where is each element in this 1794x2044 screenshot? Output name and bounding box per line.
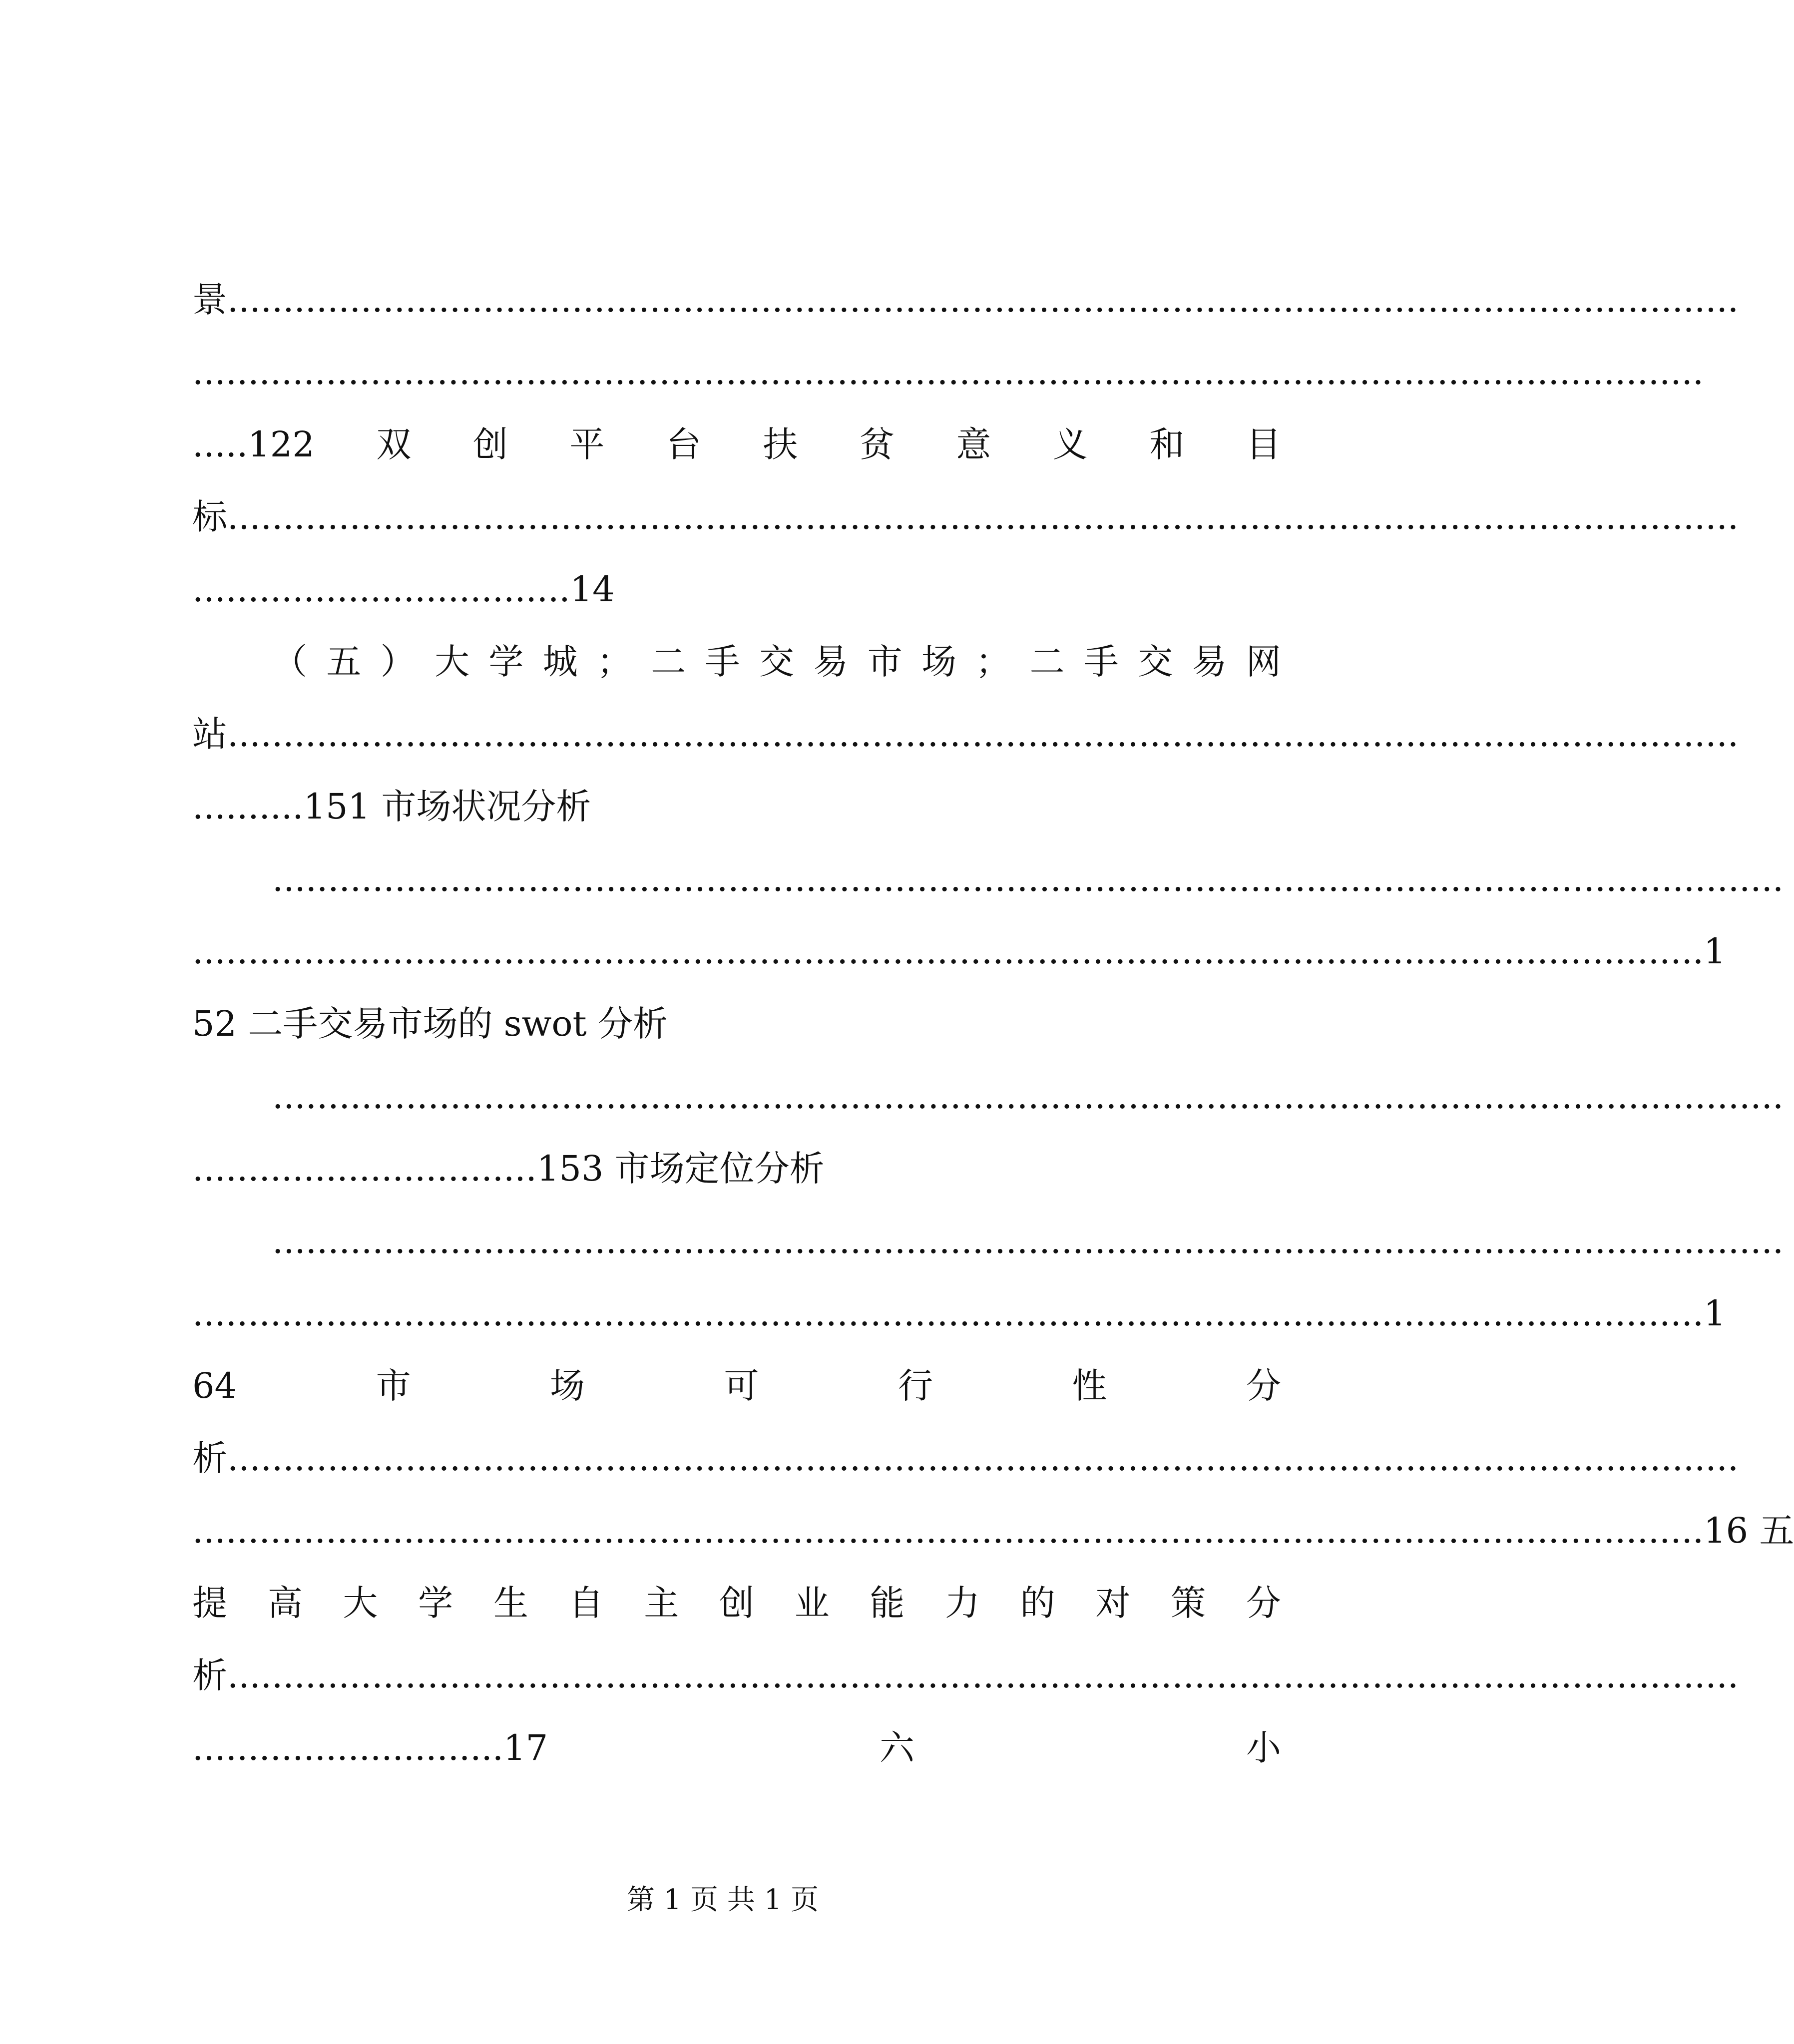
toc-lead: 站 [192,714,227,755]
toc-text: ； [975,641,1011,682]
toc-line [272,851,1784,906]
leader-dots: ........................................................................................................................................ [227,1655,1739,1696]
toc-text: 自 [568,1583,604,1624]
toc-text: ...............................153 市场定位分析 [192,1148,825,1189]
toc-line [192,924,1726,979]
toc-line [192,779,1281,834]
toc-text: 的 [1020,1583,1055,1624]
toc-text: ............................17 [192,1727,548,1768]
toc-text: 创 [472,424,508,465]
toc-text: 市 [376,1365,411,1406]
leader-dots: ........................................................................................................................................ [272,858,1784,899]
toc-text: 二 [651,641,686,682]
toc-lead: 标 [192,496,227,537]
toc-line [192,1720,1281,1775]
leader-dots: ........................................................................................................................................ [272,1221,1784,1261]
toc-text: 双 [376,424,412,465]
toc-text: 交 [1138,641,1173,682]
toc-text: 分 [1246,1583,1281,1624]
toc-text: 扶 [763,424,798,465]
toc-text: 大 [434,641,469,682]
toc-text: 分 [1246,1365,1281,1406]
toc-text: 主 [644,1583,679,1624]
toc-text: 力 [945,1583,980,1624]
toc-text: 场 [550,1365,585,1406]
toc-text: 五 [326,641,362,682]
toc-lead: 析 [192,1438,227,1479]
toc-text: 贫 [859,424,895,465]
toc-text: 提 [192,1583,227,1624]
toc-text: 二 [1029,641,1065,682]
toc-text: 市 [867,641,902,682]
toc-text: 易 [1192,641,1227,682]
toc-line [192,996,1281,1051]
toc-text: 创 [719,1583,754,1624]
toc-text: 可 [724,1365,759,1406]
toc-text: 台 [666,424,701,465]
toc-line [272,1069,1784,1124]
toc-text: 高 [267,1583,303,1624]
toc-text: 手 [1083,641,1119,682]
toc-page-number: 1 [1704,931,1726,972]
page-footer [0,1878,1445,1923]
toc-text: 业 [794,1583,830,1624]
leader-dots: ........................................................................................................................................ [192,352,1704,393]
toc-text: 手 [705,641,740,682]
toc-text: 小 [1246,1727,1281,1768]
toc-text: 行 [898,1365,933,1406]
toc-text: 城 [542,641,578,682]
toc-text: 义 [1052,424,1088,465]
toc-text: 和 [1149,424,1185,465]
toc-text: 目 [1246,424,1281,465]
leader-dots: ........................................................................................................................................ [227,714,1739,755]
toc-page-number: 1 [1704,1293,1726,1334]
leader-dots: .................................. [192,569,570,610]
toc-text: （ [272,641,307,682]
toc-text: 64 [192,1365,237,1406]
toc-line [192,345,1704,400]
toc-text: 场 [921,641,956,682]
toc-line [192,489,1739,544]
toc-text: 大 [343,1583,378,1624]
leader-dots: ........................................................................................................................................ [227,496,1739,537]
toc-heading [272,634,1281,689]
toc-text: 策 [1171,1583,1206,1624]
toc-text: 能 [870,1583,905,1624]
toc-page-number: 16 五 [1704,1510,1794,1551]
toc-text: 学 [488,641,524,682]
toc-text: 生 [493,1583,528,1624]
toc-text: 意 [956,424,991,465]
toc-text: ） [380,641,416,682]
toc-line [192,1141,1281,1196]
toc-line [192,1648,1739,1703]
toc-line [192,1286,1726,1341]
page-number-label: 第 1 页 共 1 页 [626,1884,819,1916]
toc-lead: 景 [192,279,227,320]
toc-line [272,1214,1784,1268]
leader-dots: ........................................................................................................................................ [192,1510,1704,1551]
toc-text: 交 [759,641,794,682]
toc-text: 平 [569,424,605,465]
leader-dots: ........................................................................................................................................ [192,1293,1704,1334]
toc-text: 学 [418,1583,453,1624]
toc-text: ； [596,641,632,682]
leader-dots: ........................................................................................................................................ [192,931,1704,972]
toc-text: 易 [813,641,849,682]
toc-text: 六 [880,1727,915,1768]
toc-line [192,562,1281,617]
toc-lead: 析 [192,1655,227,1696]
toc-text: 52 二手交易市场的 swot 分析 [192,1003,668,1044]
toc-text: 对 [1095,1583,1131,1624]
toc-line [192,1358,1281,1413]
leader-dots: ........................................................................................................................................ [227,1438,1739,1479]
toc-text: ..........151 市场状况分析 [192,786,591,827]
leader-dots: ........................................................................................................................................ [272,1076,1784,1117]
toc-line [192,272,1739,327]
toc-text: 网 [1246,641,1281,682]
toc-line [192,1431,1739,1486]
toc-line [192,417,1281,472]
toc-text: 性 [1072,1365,1107,1406]
toc-line [192,707,1739,762]
leader-dots: ........................................................................................................................................ [227,279,1739,320]
toc-line [192,1576,1281,1631]
toc-line [192,1503,1794,1558]
toc-page-number: 14 [570,569,615,610]
toc-text: .....122 [192,424,315,465]
